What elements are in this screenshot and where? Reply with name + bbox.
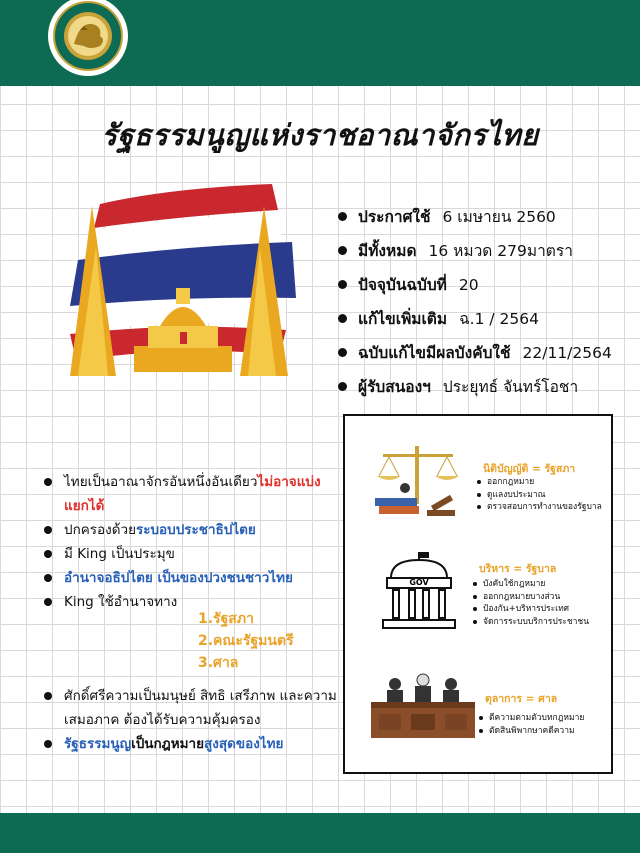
duty-item: ออกกฎหมาย (477, 476, 602, 489)
fact-value: ประยุทธ์ จันทร์โอชา (442, 378, 579, 396)
principle-text: ศักดิ์ศรีความเป็นมนุษย์ สิทธิ เสรีภาพ และความเสมอภาค ต้องได้รับความคุ้มครอง (64, 688, 337, 728)
judicial-duties-list (479, 712, 584, 737)
legislative-title: นิติบัญญัติ = รัฐสภา (483, 463, 576, 475)
duty-item: ออกกฎหมายบางส่วน (473, 591, 589, 604)
principle-highlight: ระบอบประชาธิปไตย (135, 522, 256, 538)
fact-label: ปัจจุบันฉบับที่ (358, 276, 447, 294)
thai-flag-democracy-monument-illustration (30, 176, 330, 386)
principle-item (44, 684, 344, 732)
fact-item (338, 204, 638, 238)
branches-of-power-panel (343, 414, 613, 774)
fact-item (338, 374, 638, 408)
principles-list (44, 470, 344, 756)
duty-item: ป้องกัน+บริหารประเทศ (473, 603, 589, 616)
fact-value: 22/11/2564 (522, 344, 612, 362)
duty-item: ตีความตามตัวบทกฎหมาย (479, 712, 584, 725)
scales-of-justice-icon (369, 442, 469, 520)
fact-value: ฉ.1 / 2564 (459, 310, 539, 328)
principle-text: ไทยเป็นอาณาจักรอันหนึ่งอันเดียว (64, 474, 258, 490)
fact-label: แก้ไขเพิ่มเติม (358, 310, 448, 328)
principle-highlight: ไม่อาจแบ่งแยกได้ (64, 474, 321, 514)
courtroom-judges-icon (371, 672, 475, 738)
principle-item (44, 542, 344, 566)
fact-item (338, 238, 638, 272)
fact-label: มีทั้งหมด (358, 242, 417, 260)
constitution-facts-list (338, 204, 638, 408)
powers-list (198, 608, 344, 674)
principle-text: มี King เป็นประมุข (64, 546, 175, 562)
duty-item: ดูแลงบประมาณ (477, 489, 602, 502)
duty-item: ตรวจสอบการทำงานของรัฐบาล (477, 501, 602, 514)
page-title: รัฐธรรมนูญแห่งราชอาณาจักรไทย (101, 118, 539, 152)
fact-item (338, 340, 638, 374)
judicial-title: ตุลาการ = ศาล (485, 693, 558, 705)
principle-highlight: อำนาจอธิปไตย เป็นของปวงชนชาวไทย (64, 570, 293, 586)
legislative-duties-list (477, 476, 602, 514)
power-item: 3.ศาล (198, 655, 239, 671)
principle-item (44, 518, 344, 542)
principle-item (44, 590, 344, 674)
principle-text: ปกครองด้วย (64, 522, 136, 538)
duty-item: ตัดสินพิพากษาคดีความ (479, 725, 584, 738)
power-item: 2.คณะรัฐมนตรี (198, 633, 294, 649)
fact-value: 16 หมวด 279มาตรา (428, 242, 573, 260)
gov-label: GOV (409, 578, 429, 587)
principle-text: King ใช้อำนาจทาง (64, 594, 178, 610)
executive-duties-list (473, 578, 589, 628)
principle-item (44, 470, 344, 518)
fact-label: ประกาศใช้ (358, 208, 431, 226)
principle-highlight: สูงสุดของไทย (204, 736, 284, 752)
fact-label: ฉบับแก้ไขมีผลบังคับใช้ (358, 344, 511, 362)
power-item: 1.รัฐสภา (198, 611, 254, 627)
government-building-icon (381, 552, 457, 630)
principle-item (44, 566, 344, 590)
executive-title: บริหาร = รัฐบาล (479, 563, 557, 575)
fact-item (338, 306, 638, 340)
fact-label: ผู้รับสนองฯ (358, 378, 431, 396)
principle-highlight: รัฐธรรมนูญ (64, 736, 132, 752)
fact-item (338, 272, 638, 306)
fact-value: 20 (458, 276, 479, 294)
fact-value: 6 เมษายน 2560 (442, 208, 556, 226)
principle-item (44, 732, 344, 756)
department-seal-icon (40, 0, 136, 78)
principle-text: เป็นกฎหมาย (131, 736, 205, 752)
duty-item: จัดการระบบบริการประชาชน (473, 616, 589, 629)
footer-bar (0, 813, 640, 853)
duty-item: บังคับใช้กฎหมาย (473, 578, 589, 591)
